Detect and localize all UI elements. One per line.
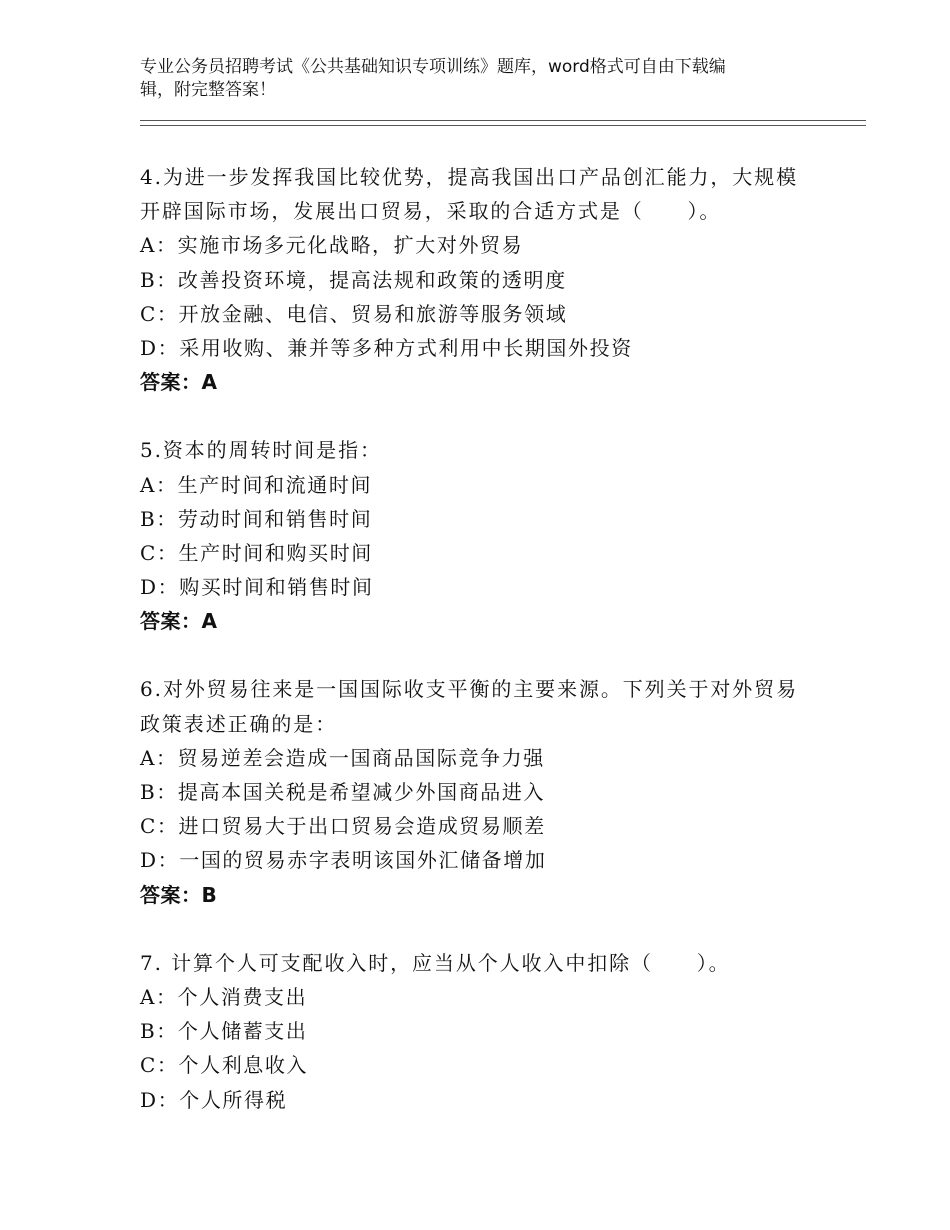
option-d: D：个人所得税 <box>140 1087 288 1112</box>
question-stem-line: 政策表述正确的是： <box>140 711 338 736</box>
option-a: A：实施市场多元化战略，扩大对外贸易 <box>140 233 524 258</box>
header-line-2: 辑，附完整答案！ <box>140 80 276 100</box>
question-stem-line: 5.资本的周转时间是指： <box>140 438 382 463</box>
header-divider-top <box>140 120 866 121</box>
option-a: A：个人消费支出 <box>140 984 308 1009</box>
question-7 <box>140 946 840 1117</box>
option-b: B：提高本国关税是希望减少外国商品进入 <box>140 780 546 804</box>
question-stem-line: 6.对外贸易往来是一国国际收支平衡的主要来源。下列关于对外贸易 <box>140 677 798 702</box>
option-c: C：进口贸易大于出口贸易会造成贸易顺差 <box>140 814 546 839</box>
question-4 <box>140 160 840 399</box>
option-c: C：开放金融、电信、贸易和旅游等服务领域 <box>140 301 568 326</box>
option-c: C：个人利息收入 <box>140 1053 309 1078</box>
answer-label: 答案：B <box>140 882 218 907</box>
option-a: A：贸易逆差会造成一国商品国际竞争力强 <box>140 745 545 770</box>
question-stem-line: 开辟国际市场，发展出口贸易，采取的合适方式是（ ）。 <box>140 199 722 224</box>
option-b: B：劳动时间和销售时间 <box>140 506 373 531</box>
option-d: D：一国的贸易赤字表明该国外汇储备增加 <box>140 848 547 873</box>
option-d: D：购买时间和销售时间 <box>140 575 374 600</box>
question-6 <box>140 672 840 911</box>
option-a: A：生产时间和流通时间 <box>140 472 373 497</box>
question-list <box>140 160 840 1151</box>
answer-label: 答案：A <box>140 609 218 634</box>
option-b: B：个人储蓄支出 <box>140 1019 308 1044</box>
question-stem-line: 7. 计算个人可支配收入时，应当从个人收入中扣除（ ）。 <box>140 950 731 975</box>
document-header <box>140 56 820 102</box>
header-divider-bottom <box>140 125 866 126</box>
answer-label: 答案：A <box>140 370 218 395</box>
question-5 <box>140 433 840 638</box>
option-c: C：生产时间和购买时间 <box>140 540 373 565</box>
option-d: D：采用收购、兼并等多种方式利用中长期国外投资 <box>140 335 633 360</box>
option-b: B：改善投资环境，提高法规和政策的透明度 <box>140 267 567 292</box>
header-line-1: 专业公务员招聘考试《公共基础知识专项训练》题库，word格式可自由下载编 <box>140 57 726 77</box>
question-stem-line: 4.为进一步发挥我国比较优势，提高我国出口产品创汇能力，大规模 <box>140 165 798 189</box>
